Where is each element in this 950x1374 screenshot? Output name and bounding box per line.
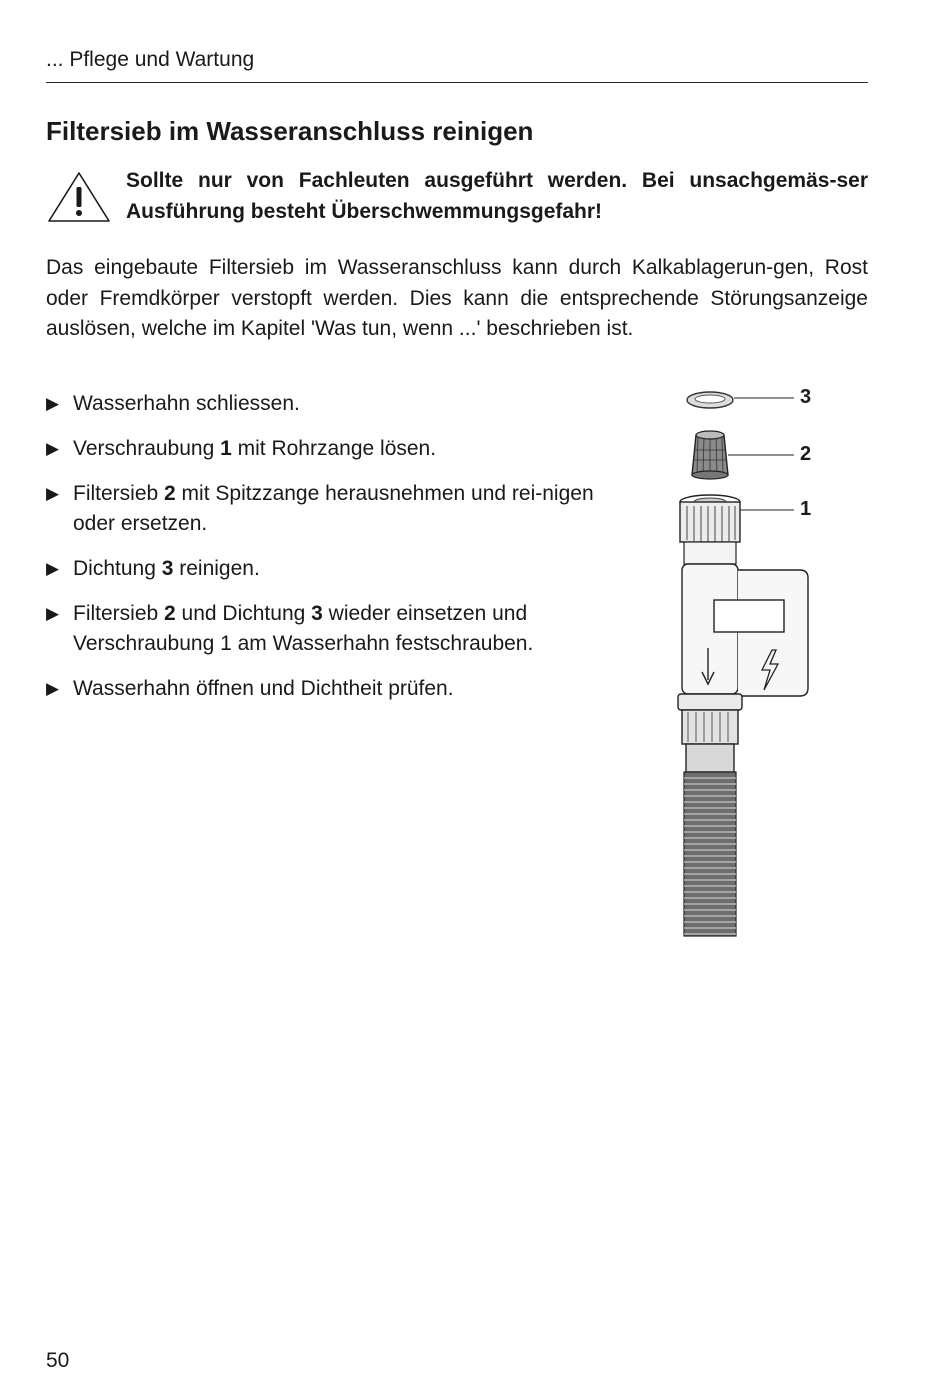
- step-text: mit Spitzzange herausnehmen und rei-nigen oder ersetzen.: [73, 482, 594, 535]
- step-text: mit Rohrzange lösen.: [231, 437, 437, 460]
- callout-label-2: 2: [800, 443, 812, 465]
- aquastop-valve-body: [682, 564, 808, 696]
- step-text: Wasserhahn öffnen und Dichtheit prüfen.: [73, 677, 454, 700]
- screw-connection: [680, 495, 740, 564]
- step-arrow-icon: ▶: [46, 394, 60, 413]
- step-arrow-icon: ▶: [46, 439, 60, 458]
- step-text: Filtersieb: [73, 602, 165, 625]
- warning-triangle-icon: [46, 170, 112, 224]
- corrugated-hose: [684, 772, 736, 936]
- step-text: wieder einsetzen und Verschraubung 1 am Wasserhahn festschrauben.: [73, 602, 534, 655]
- step-arrow-icon: ▶: [46, 679, 60, 698]
- step-arrow-icon: ▶: [46, 559, 60, 578]
- callout-label-3: 3: [800, 386, 812, 408]
- part-number: 3: [161, 557, 174, 580]
- running-header: ... Pflege und Wartung: [46, 46, 868, 83]
- step-arrow-icon: ▶: [46, 484, 60, 503]
- step-arrow-icon: ▶: [46, 604, 60, 623]
- intro-paragraph: Das eingebaute Filtersieb im Wasseranschluss kann durch Kalkablagerun-gen, Rost oder Fremdkörper verstopft werden. Dies kann die entsprechende Störungsanzeige auslösen, welche im Kapitel 'Was tun, wenn ...' beschrieben ist.: [46, 256, 868, 340]
- list-item: [46, 479, 626, 539]
- part-number: 2: [164, 482, 176, 505]
- part-number: 1: [220, 437, 232, 460]
- page-number: 50: [46, 1349, 70, 1372]
- part-number: 2: [164, 602, 176, 625]
- callout-label-1: 1: [800, 498, 812, 520]
- step-list: [46, 389, 626, 719]
- warning-text: Sollte nur von Fachleuten ausgeführt werden. Bei unsachgemäs-ser Ausführung besteht Überschwemmungsgefahr!: [126, 169, 868, 223]
- step-text: Verschraubung: [73, 437, 221, 460]
- step-text: und Dichtung: [175, 602, 312, 625]
- list-item: [46, 674, 626, 704]
- step-text: Filtersieb: [73, 482, 165, 505]
- list-item: [46, 434, 626, 464]
- water-connection-illustration: [660, 380, 840, 940]
- step-text: Dichtung: [73, 557, 162, 580]
- part-number: 3: [311, 602, 323, 625]
- page-title: Filtersieb im Wasseranschluss reinigen: [46, 116, 534, 146]
- list-item: [46, 389, 626, 419]
- filter-sieve: [692, 431, 728, 479]
- list-item: [46, 599, 626, 659]
- list-item: [46, 554, 626, 584]
- step-text: reinigen.: [173, 557, 260, 580]
- step-text: Wasserhahn schliessen.: [73, 392, 300, 415]
